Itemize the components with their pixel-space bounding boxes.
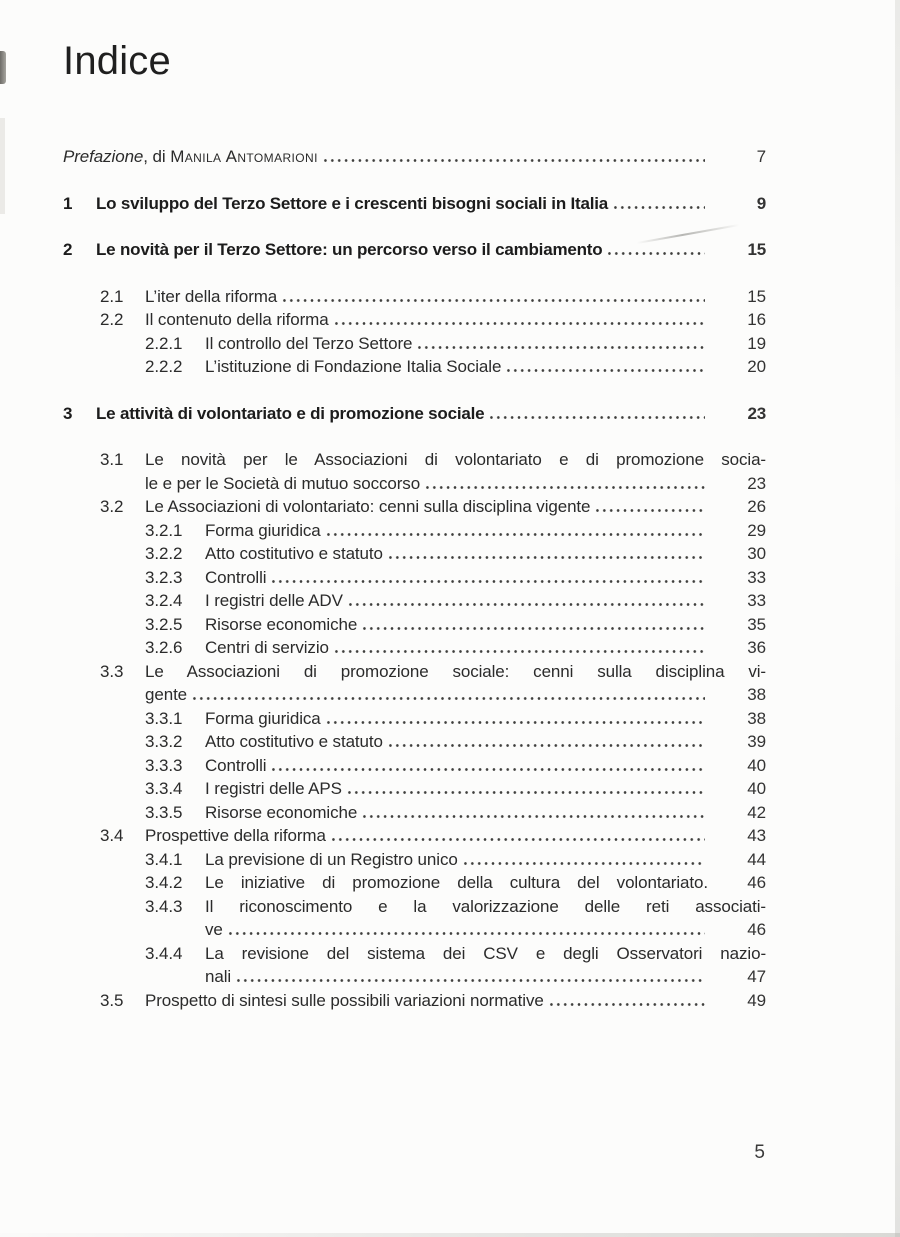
toc-entry: [63, 495, 766, 519]
toc-entry-title-line1: Le novità per le Associazioni di volontariato e di promozione socia-: [145, 450, 766, 469]
toc-entry-number: 2.2: [100, 310, 124, 329]
toc-entry-page: 33: [747, 567, 766, 587]
toc-entry-number: 3.3.1: [145, 708, 183, 728]
toc-entry-page: 43: [747, 826, 766, 845]
dot-leader: [191, 697, 705, 700]
dot-leader: [227, 932, 705, 935]
folio-page-number: 5: [754, 1142, 765, 1163]
toc-entry: [63, 355, 766, 379]
toc-entry-number: 2.2.2: [145, 357, 183, 376]
dot-leader: [416, 346, 705, 349]
toc-entry: [63, 848, 766, 872]
toc-entry: [63, 707, 766, 731]
preface-author: Manila Antomarioni: [170, 147, 318, 166]
toc-entry-number: 3.3.5: [145, 802, 183, 822]
dot-leader: [361, 627, 705, 630]
toc-entry: [63, 754, 766, 778]
preface-title: Prefazione: [63, 147, 144, 166]
toc-entry-title: Il contenuto della riforma: [145, 310, 329, 329]
toc-entry-page: 46: [747, 920, 766, 939]
dot-leader: [235, 979, 705, 982]
toc-entry-number: 3.2.6: [145, 638, 183, 657]
toc-entry-number: 3.4.4: [145, 943, 183, 963]
toc-entry-page: 15: [747, 240, 766, 259]
toc-entry-title: Prospetto di sintesi sulle possibili variazioni normative: [145, 990, 544, 1010]
toc-entry-title: Forma giuridica: [205, 708, 321, 728]
toc-entry-page: 38: [747, 708, 766, 728]
toc-entry-number: 1: [63, 193, 73, 213]
toc-entry-number: 3.2.2: [145, 544, 183, 563]
dot-leader: [333, 322, 705, 325]
toc-entry-title: Controlli: [205, 755, 267, 775]
dot-leader: [270, 580, 705, 583]
toc-entry: [63, 777, 766, 801]
toc-entry: [63, 589, 766, 613]
toc-entry-number: 2.2.1: [145, 333, 183, 353]
dot-leader: [361, 815, 705, 818]
toc-entry-number: 3.3.2: [145, 732, 183, 751]
toc-entry-title-line2: gente: [145, 685, 188, 704]
toc-entry-page: 35: [747, 614, 766, 634]
toc-entry-number: 3.2.3: [145, 567, 183, 587]
toc-entry: [63, 402, 766, 426]
toc-entry-page: 33: [747, 591, 766, 610]
toc-entry-title: Atto costitutivo e statuto: [205, 732, 383, 751]
toc-entry-number: 3.2.4: [145, 591, 183, 610]
toc-entry-number: 3: [63, 403, 73, 423]
toc-entry: [63, 448, 766, 495]
toc-entry-title-line2: ve: [205, 920, 223, 939]
toc-entry-page: 38: [747, 685, 766, 704]
toc-entry-page: 47: [747, 967, 766, 986]
dot-leader: [488, 416, 705, 419]
scan-edge-right: [895, 0, 900, 1237]
toc-entry-title: Le iniziative di promozione della cultura del volontariato.: [205, 873, 708, 892]
toc-entry-title: L’istituzione di Fondazione Italia Sociale: [205, 357, 502, 376]
dot-leader: [333, 650, 705, 653]
toc-entry-number: 3.3: [100, 661, 124, 681]
toc-entry-title: Prospettive della riforma: [145, 826, 326, 845]
scan-edge-bottom: [0, 1233, 900, 1237]
toc-entry-title: Il controllo del Terzo Settore: [205, 333, 413, 353]
toc-entry: [63, 192, 766, 216]
toc-entry-page: 9: [756, 193, 766, 213]
toc-entry-page: 49: [747, 990, 766, 1010]
toc-entry-title: Le Associazioni di volontariato: cenni sulla disciplina vigente: [145, 497, 591, 516]
toc-entry-number: 3.4: [100, 826, 124, 845]
toc-entry-number: 3.4.2: [145, 873, 183, 892]
toc-entry-page: 16: [747, 310, 766, 329]
toc-entry-page: 23: [747, 473, 766, 493]
toc-entry-title: I registri delle ADV: [205, 591, 343, 610]
toc-entry-page: 46: [747, 873, 766, 892]
table-of-contents: [63, 145, 766, 1012]
dot-leader: [462, 862, 705, 865]
toc-entry: [63, 636, 766, 660]
toc-entry-number: 3.2.1: [145, 520, 183, 540]
dot-leader: [387, 556, 705, 559]
toc-entry-title: Risorse economiche: [205, 802, 358, 822]
toc-entry-title-line1: La revisione del sistema dei CSV e degli Osservatori nazio-: [205, 943, 766, 963]
preface-entry: [63, 145, 766, 169]
dot-leader: [606, 252, 705, 255]
toc-entry-number: 2: [63, 240, 73, 259]
toc-entry-number: 2.1: [100, 286, 124, 306]
scan-artifact-blob: [0, 51, 6, 84]
toc-entry-title: Atto costitutivo e statuto: [205, 544, 383, 563]
toc-entry-title: L’iter della riforma: [145, 286, 278, 306]
toc-entry-title: Risorse economiche: [205, 614, 358, 634]
toc-entry-title-line2: nali: [205, 967, 232, 986]
toc-entry-page: 7: [756, 147, 766, 166]
dot-leader: [281, 299, 705, 302]
toc-entry-page: 42: [747, 802, 766, 822]
toc-entry-page: 36: [747, 638, 766, 657]
toc-entry: [63, 285, 766, 309]
dot-leader: [330, 838, 705, 841]
toc-entry-page: 40: [747, 755, 766, 775]
toc-entry-title-line2: le e per le Società di mutuo soccorso: [145, 473, 421, 493]
toc-entry-title: Forma giuridica: [205, 520, 321, 540]
toc-entry: [63, 519, 766, 543]
toc-entry-title-line1: Il riconoscimento e la valorizzazione delle reti associati-: [205, 896, 766, 916]
toc-entry: [63, 238, 766, 262]
toc-entry: [63, 895, 766, 942]
toc-entry-page: 19: [747, 333, 766, 353]
toc-entry-title: Le attività di volontariato e di promozione sociale: [96, 403, 485, 423]
dot-leader: [322, 159, 705, 162]
dot-leader: [424, 486, 705, 489]
toc-entry: [63, 332, 766, 356]
dot-leader: [347, 603, 705, 606]
toc-entry-page: 29: [747, 520, 766, 540]
toc-entry: [63, 824, 766, 848]
toc-entry-number: 3.1: [100, 450, 124, 469]
toc-entry-title: I registri delle APS: [205, 779, 342, 798]
toc-entry-title: Lo sviluppo del Terzo Settore e i crescenti bisogni sociali in Italia: [96, 193, 609, 213]
dot-leader: [612, 206, 705, 209]
dot-leader: [594, 509, 705, 512]
toc-entry: [63, 989, 766, 1013]
toc-entry-page: 26: [747, 497, 766, 516]
dot-leader: [325, 721, 705, 724]
toc-entry-page: 44: [747, 849, 766, 869]
toc-entry-page: 15: [747, 286, 766, 306]
toc-entry-number: 3.2: [100, 497, 124, 516]
toc-entry-title: Centri di servizio: [205, 638, 329, 657]
toc-entry-number: 3.4.3: [145, 896, 183, 916]
dot-leader: [505, 369, 705, 372]
toc-entry: [63, 660, 766, 707]
toc-entry: [63, 801, 766, 825]
dot-leader: [325, 533, 705, 536]
toc-entry-number: 3.5: [100, 990, 124, 1010]
dot-leader: [270, 768, 705, 771]
dot-leader: [387, 744, 705, 747]
toc-entry-page: 39: [747, 732, 766, 751]
preface-label: [63, 145, 318, 169]
toc-entry-title: Controlli: [205, 567, 267, 587]
toc-entry: [63, 942, 766, 989]
toc-entry-page: 40: [747, 779, 766, 798]
toc-entry: [63, 308, 766, 332]
scan-edge-left: [0, 118, 5, 214]
preface-connector: , di: [143, 147, 171, 166]
toc-entry-title: Le novità per il Terzo Settore: un percorso verso il cambiamento: [96, 240, 603, 259]
dot-leader: [548, 1003, 705, 1006]
toc-entry-page: 20: [747, 357, 766, 376]
toc-entry: [63, 730, 766, 754]
toc-entry: [63, 613, 766, 637]
toc-entry-number: 3.3.3: [145, 755, 183, 775]
toc-entry-page: 30: [747, 544, 766, 563]
toc-entry: [63, 871, 766, 895]
toc-entry: [63, 542, 766, 566]
toc-entry-title: La previsione di un Registro unico: [205, 849, 458, 869]
dot-leader: [346, 791, 705, 794]
toc-entry-number: 3.2.5: [145, 614, 183, 634]
toc-entry-title-line1: Le Associazioni di promozione sociale: cenni sulla disciplina vi-: [145, 661, 766, 681]
toc-entry: [63, 566, 766, 590]
page-title: Indice: [63, 38, 171, 83]
toc-entry-page: 23: [747, 403, 766, 423]
toc-entry-number: 3.4.1: [145, 849, 183, 869]
toc-entry-number: 3.3.4: [145, 779, 183, 798]
